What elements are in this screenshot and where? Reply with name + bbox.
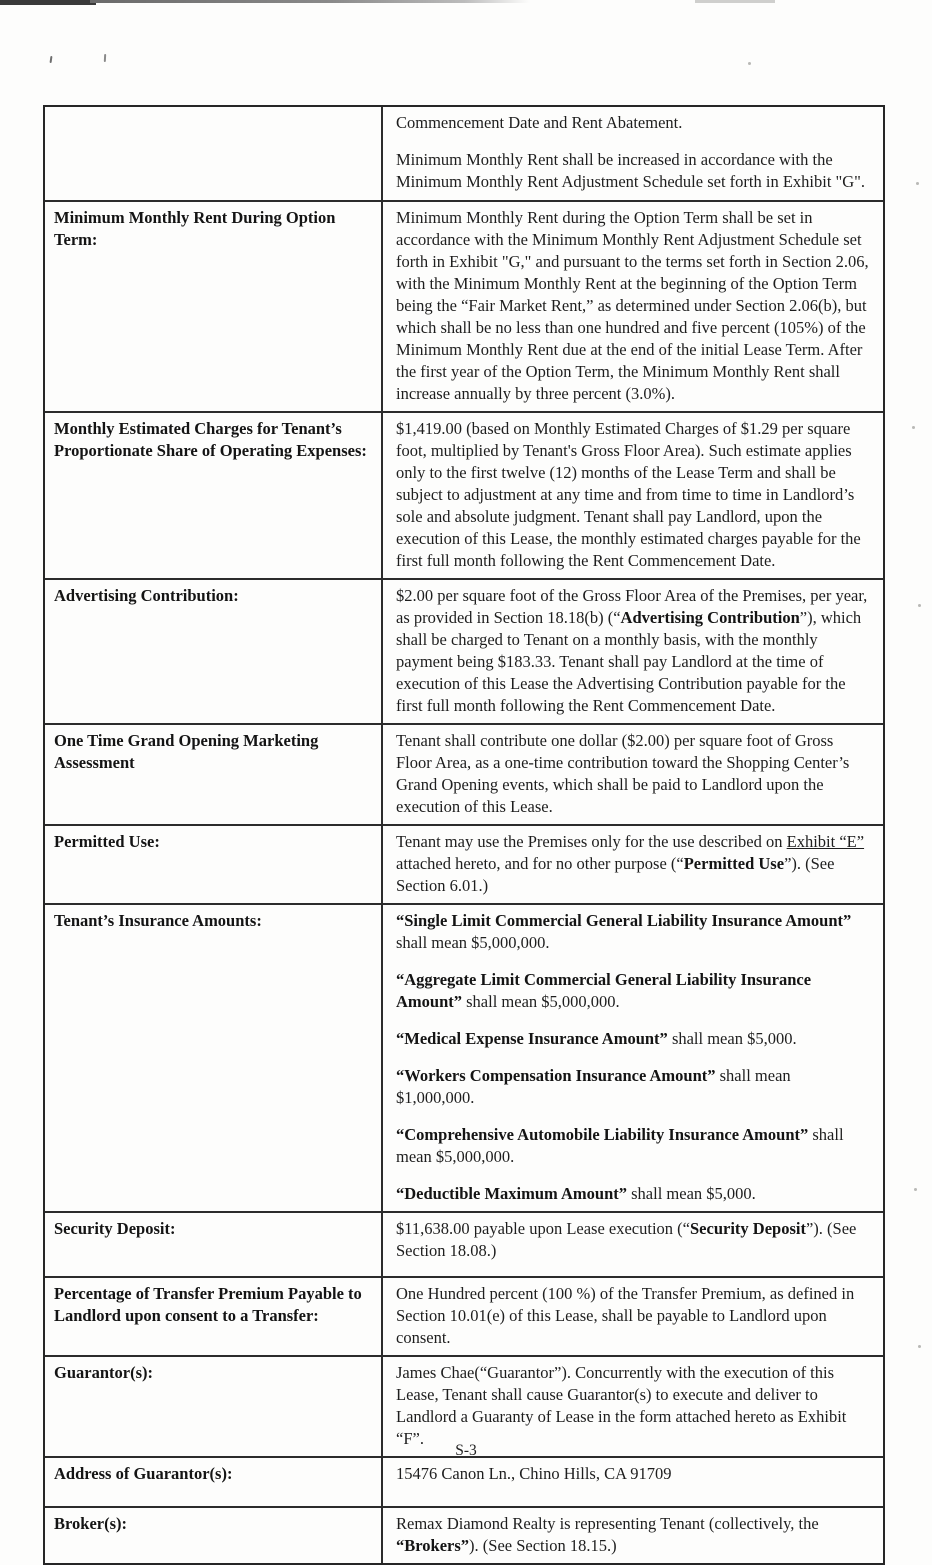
scan-artifact-line [695, 0, 775, 3]
paragraph: “Single Limit Commercial General Liability Insurance Amount” shall mean $5,000,000. [396, 911, 852, 952]
scan-stray-mark [50, 56, 53, 63]
paragraph: $11,638.00 payable upon Lease execution (“Security Deposit”). (See Section 18.08.) [396, 1219, 857, 1260]
row-content [383, 1213, 883, 1276]
paragraph: James Chae(“Guarantor”). Concurrently with the execution of this Lease, Tenant shall cause Guarantor(s) to execute and deliver to Landlord a Guaranty of Lease in the form attached hereto as Exhibit “F”. [396, 1363, 847, 1448]
row-label: Guarantor(s): [45, 1357, 383, 1456]
table-row [45, 200, 883, 411]
scan-artifact-line [90, 0, 530, 3]
scan-speck [916, 182, 919, 185]
table-row [45, 723, 883, 824]
table-row [45, 411, 883, 578]
paragraph: Commencement Date and Rent Abatement. [396, 113, 683, 132]
row-label: Permitted Use: [45, 826, 383, 903]
paragraph: 15476 Canon Ln., Chino Hills, CA 91709 [396, 1464, 672, 1483]
row-content [383, 905, 883, 1211]
paragraph: Tenant may use the Premises only for the use described on Exhibit “E” attached hereto, and for no other purpose (“Permitted Use”). (See Section 6.01.) [396, 832, 865, 895]
paragraph: “Aggregate Limit Commercial General Liability Insurance Amount” shall mean $5,000,000. [396, 970, 812, 1011]
row-content [383, 1278, 883, 1355]
row-label: One Time Grand Opening Marketing Assessment [45, 725, 383, 824]
row-label: Address of Guarantor(s): [45, 1458, 383, 1506]
paragraph: $1,419.00 (based on Monthly Estimated Charges of $1.29 per square foot, multiplied by Tenant's Gross Floor Area). Such estimate applies only to the first twelve (12) months of the Lease Term and shall be subject to adjustment at any time and from time to time in Landlord’s sole and absolute judgment. Tenant shall pay Landlord, upon the execution of this Lease, the monthly estimated charges payable for the first full month following the Rent Commencement Date. [396, 419, 861, 570]
table-row [45, 1506, 883, 1563]
row-label: Tenant’s Insurance Amounts: [45, 905, 383, 1211]
table-row [45, 824, 883, 903]
paragraph: $2.00 per square foot of the Gross Floor Area of the Premises, per year, as provided in Section 18.18(b) (“Advertising Contribution”), which shall be charged to Tenant on a monthly basis, with the monthly payment being $183.33. Tenant shall pay Landlord at the time of execution of this Lease the Advertising Contribution payable for the first full month following the Rent Commencement Date. [396, 586, 868, 715]
scan-speck [918, 604, 921, 607]
row-label: Monthly Estimated Charges for Tenant’s Proportionate Share of Operating Expenses: [45, 413, 383, 578]
row-label [45, 107, 383, 200]
scan-speck [914, 1188, 917, 1191]
row-content [383, 826, 883, 903]
scan-speck [912, 426, 915, 429]
scan-speck [918, 1345, 921, 1348]
row-content [383, 107, 883, 200]
table-row [45, 107, 883, 200]
paragraph: “Comprehensive Automobile Liability Insurance Amount” shall mean $5,000,000. [396, 1125, 844, 1166]
paragraph: Minimum Monthly Rent during the Option Term shall be set in accordance with the Minimum Monthly Rent Adjustment Schedule set forth in Exhibit "G," and pursuant to the terms set forth in Section 2.06, with the Minimum Monthly Rent at the beginning of the Option Term being the “Fair Market Rent,” as determined under Section 2.06(b), but which shall be no less than one hundred and five percent (105%) of the Minimum Monthly Rent due at the end of the initial Lease Term. After the first year of the Option Term, the Minimum Monthly Rent shall increase annually by three percent (3.0%). [396, 208, 869, 403]
scan-stray-mark [104, 54, 106, 62]
paragraph: One Hundred percent (100 %) of the Transfer Premium, as defined in Section 10.01(e) of this Lease, shall be payable to Landlord upon consent. [396, 1284, 855, 1347]
paragraph: Tenant shall contribute one dollar ($2.00) per square foot of Gross Floor Area, as a one-time contribution toward the Shopping Center’s Grand Opening events, which shall be paid to Landlord upon the execution of this Lease. [396, 731, 850, 816]
table-row [45, 1276, 883, 1355]
table-row [45, 578, 883, 723]
page-number: S-3 [455, 1442, 477, 1459]
row-content [383, 1458, 883, 1506]
paragraph: Remax Diamond Realty is representing Tenant (collectively, the “Brokers”). (See Section 18.15.) [396, 1514, 819, 1555]
row-content [383, 580, 883, 723]
paragraph: “Deductible Maximum Amount” shall mean $5,000. [396, 1184, 756, 1203]
row-content [383, 413, 883, 578]
row-label: Broker(s): [45, 1508, 383, 1563]
row-label: Percentage of Transfer Premium Payable to Landlord upon consent to a Transfer: [45, 1278, 383, 1355]
table-row [45, 903, 883, 1211]
paragraph: Minimum Monthly Rent shall be increased in accordance with the Minimum Monthly Rent Adjustment Schedule set forth in Exhibit "G". [396, 150, 866, 191]
paragraph: “Workers Compensation Insurance Amount” shall mean $1,000,000. [396, 1066, 791, 1107]
scan-speck [748, 62, 751, 65]
scan-artifact-line [0, 0, 96, 5]
row-label: Minimum Monthly Rent During Option Term: [45, 202, 383, 411]
row-content [383, 202, 883, 411]
paragraph: “Medical Expense Insurance Amount” shall mean $5,000. [396, 1029, 797, 1048]
row-label: Advertising Contribution: [45, 580, 383, 723]
row-content [383, 725, 883, 824]
lease-summary-table [43, 105, 885, 1565]
row-content [383, 1508, 883, 1563]
table-row [45, 1355, 883, 1456]
table-row [45, 1456, 883, 1506]
row-label: Security Deposit: [45, 1213, 383, 1276]
table-row [45, 1211, 883, 1276]
